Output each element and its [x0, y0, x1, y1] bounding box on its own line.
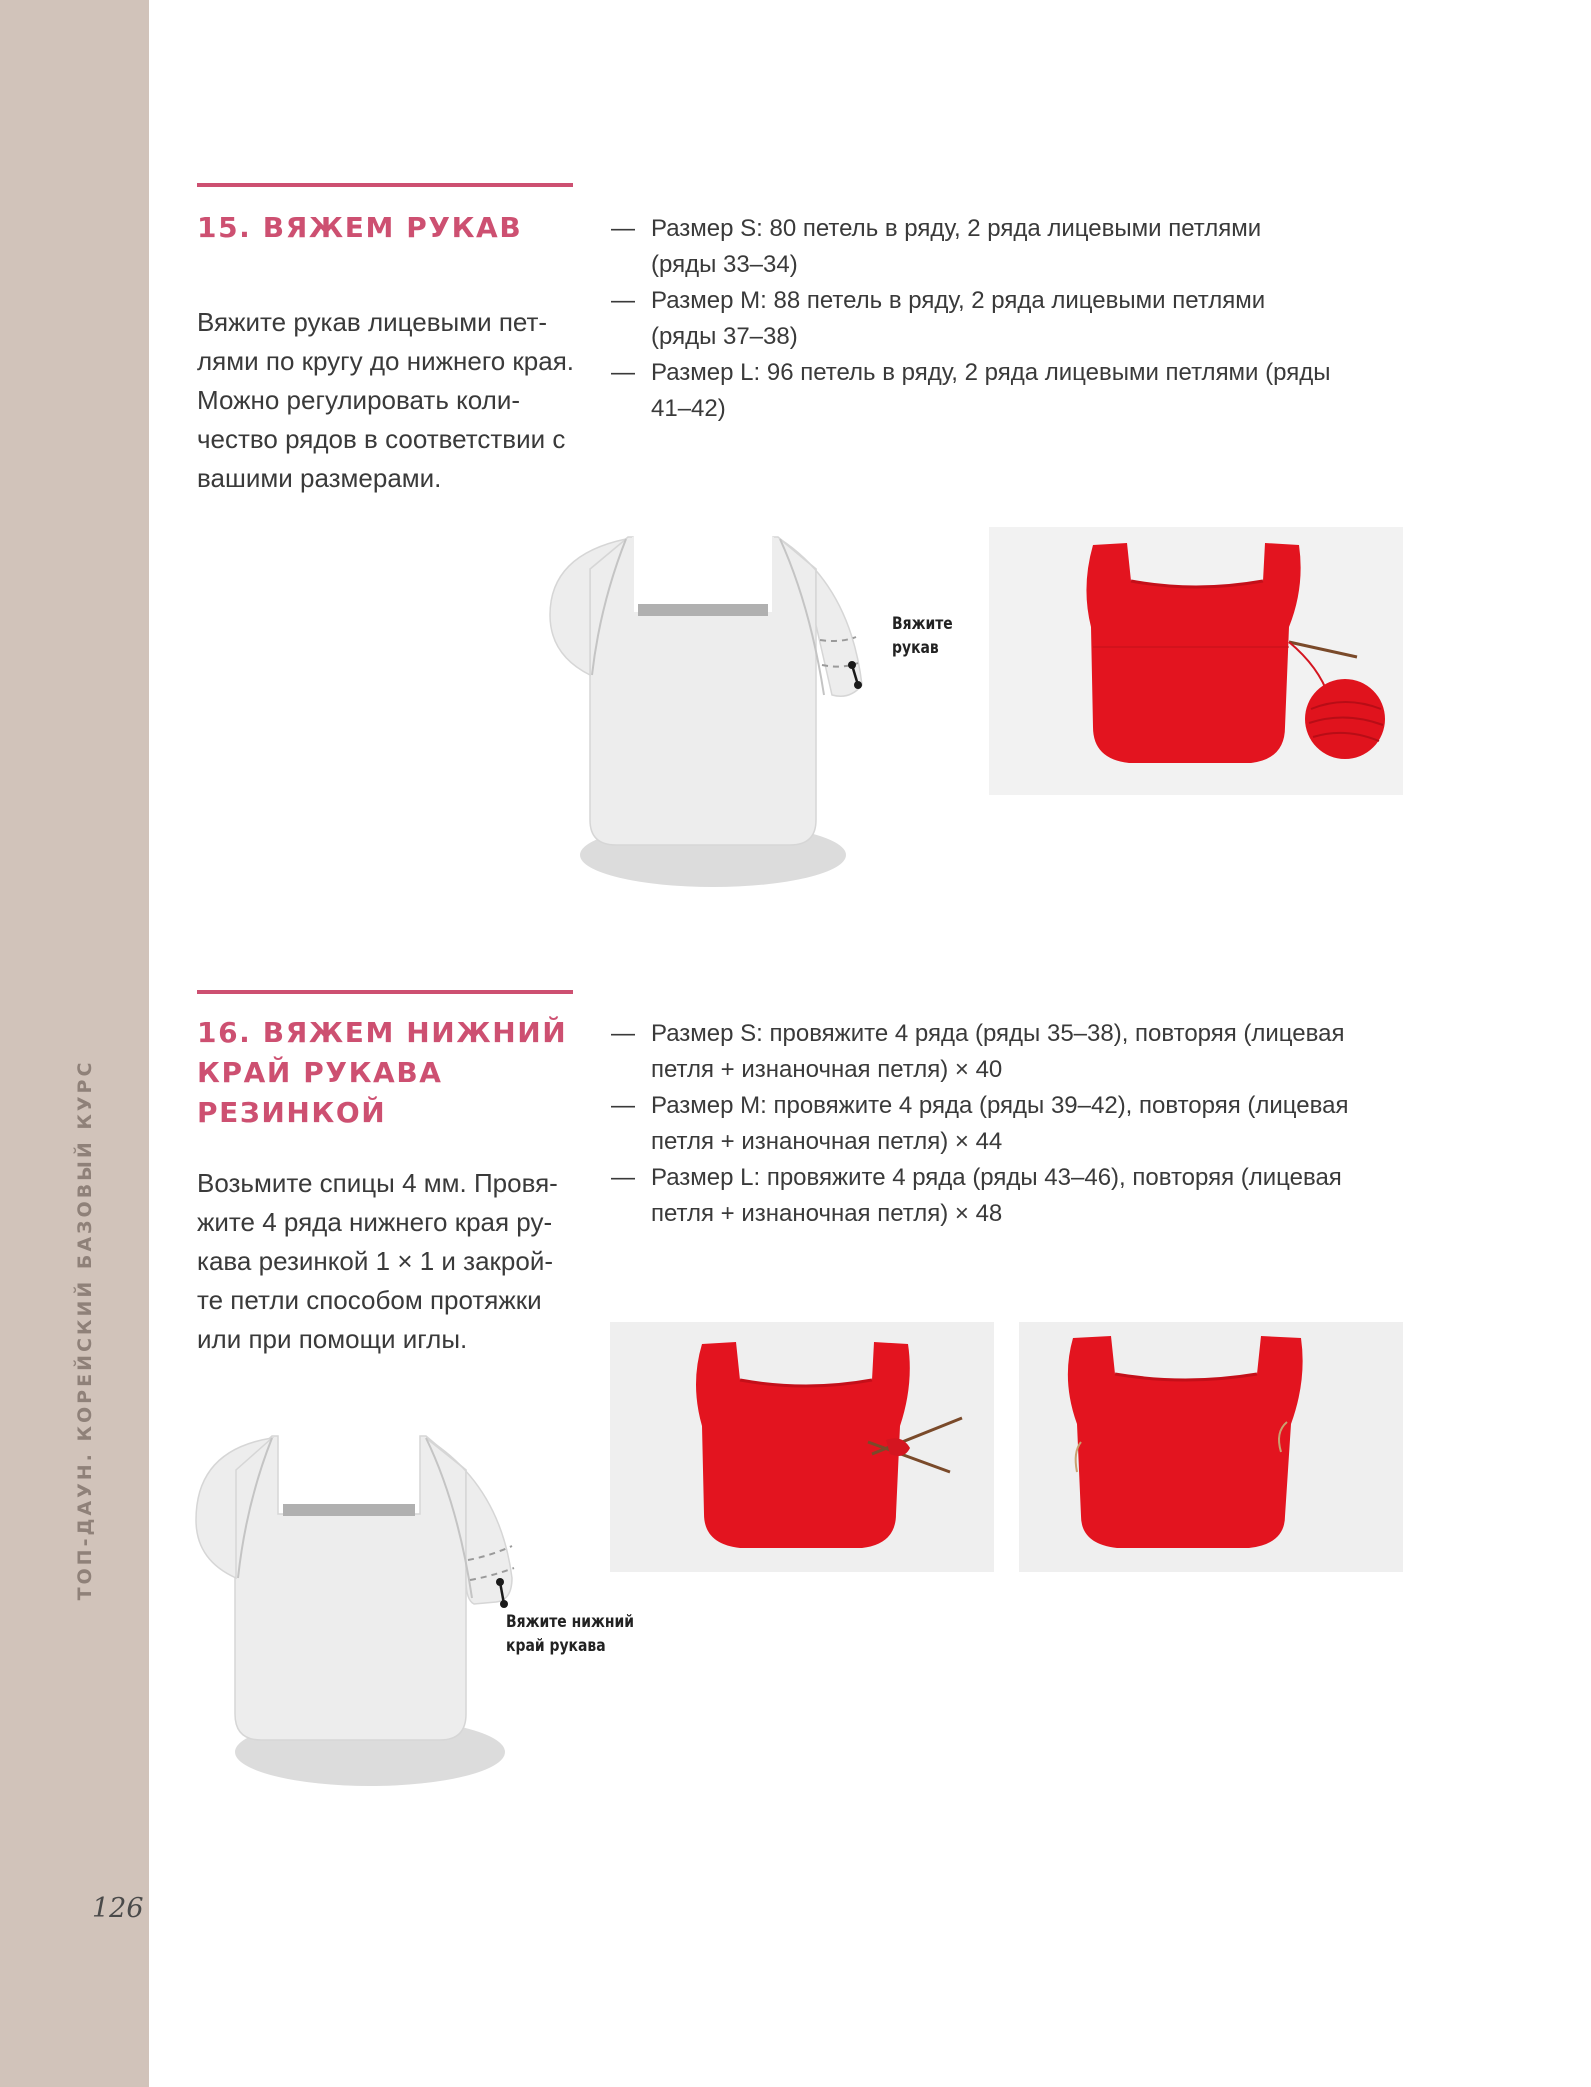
sweater-illustration-sleeve — [540, 525, 880, 905]
step15-size-list — [611, 211, 1331, 427]
step15-heading: 15. ВЯЖЕМ РУКАВ — [197, 211, 523, 244]
step16-callout — [506, 1610, 634, 1658]
list-dash: — — [611, 1092, 635, 1119]
size-item — [611, 355, 1331, 427]
section-rule-16 — [197, 990, 573, 994]
step15-description — [197, 303, 577, 498]
size-text: Размер M: 88 петель в ряду, 2 ряда лицевыми петлями (ряды 37–38) — [651, 287, 1266, 350]
page-number: 126 — [92, 1893, 144, 1924]
step16-description — [197, 1164, 577, 1359]
size-text: Размер S: 80 петель в ряду, 2 ряда лицевыми петлями (ряды 33–34) — [651, 215, 1262, 278]
step16-paragraph: Возьмите спицы 4 мм. Провя-жите 4 ряда нижнего края ру-кава резинкой 1 × 1 и закрой-те петли способом протяжки или при помощи иглы. — [197, 1168, 558, 1354]
size-text: Размер L: 96 петель в ряду, 2 ряда лицевыми петлями (ряды 41–42) — [651, 359, 1331, 422]
step15-paragraph: Можно регулировать коли-чество рядов в соответствии с вашими размерами. — [197, 385, 566, 493]
callout-line: край рукава — [506, 1636, 606, 1656]
list-dash: — — [611, 215, 635, 242]
sweater-illustration-cuff — [190, 1410, 550, 1790]
step16-heading: 16. ВЯЖЕМ НИЖНИЙ КРАЙ РУКАВА РЕЗИНКОЙ — [197, 1016, 568, 1129]
step16-photo-knitting — [610, 1322, 994, 1572]
size-text: Размер M: провяжите 4 ряда (ряды 39–42), повторяя (лицевая петля + изнаночная петля) × 44 — [651, 1092, 1349, 1155]
callout-line: рукав — [892, 638, 939, 658]
size-item — [611, 1088, 1401, 1160]
section-rule-15 — [197, 183, 573, 187]
callout-line: Вяжите нижний — [506, 1612, 635, 1632]
size-item — [611, 211, 1331, 283]
size-text: Размер S: провяжите 4 ряда (ряды 35–38), повторяя (лицевая петля + изнаночная петля) × 40 — [651, 1020, 1345, 1083]
running-head: ТОП-ДАУН. КОРЕЙСКИЙ БАЗОВЫЙ КУРС — [74, 1059, 96, 1601]
sidebar — [0, 0, 149, 2087]
size-item — [611, 1160, 1401, 1232]
list-dash: — — [611, 359, 635, 386]
step16-size-list — [611, 1016, 1401, 1232]
list-dash: — — [611, 1164, 635, 1191]
step15-paragraph: Вяжите рукав лицевыми пет-лями по кругу до нижнего края. — [197, 307, 575, 376]
step15-photo — [989, 527, 1403, 795]
step16-photo-finished — [1019, 1322, 1403, 1572]
list-dash: — — [611, 287, 635, 314]
step15-callout — [892, 612, 953, 660]
size-item — [611, 283, 1331, 355]
callout-line: Вяжите — [892, 614, 953, 634]
list-dash: — — [611, 1020, 635, 1047]
size-item — [611, 1016, 1401, 1088]
size-text: Размер L: провяжите 4 ряда (ряды 43–46), повторяя (лицевая петля + изнаночная петля) × 48 — [651, 1164, 1342, 1227]
